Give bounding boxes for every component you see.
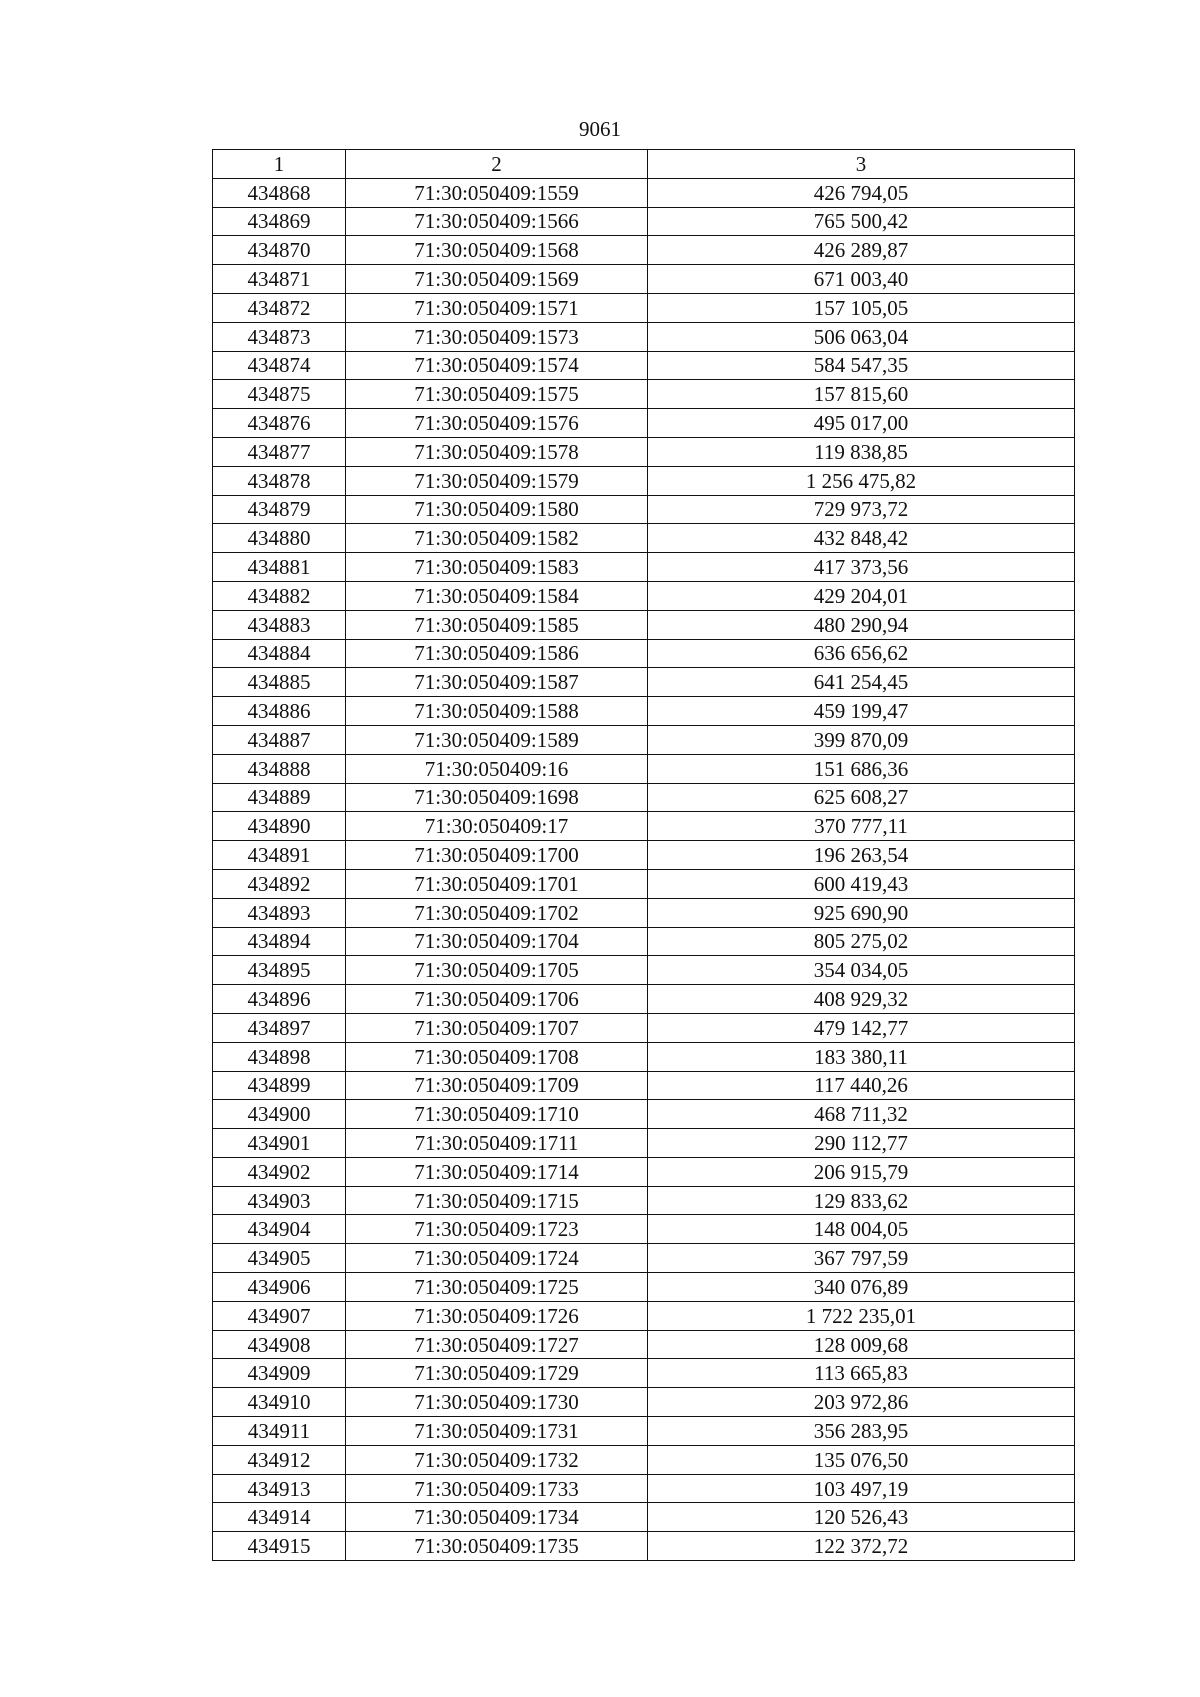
table-row <box>213 1013 1075 1042</box>
value-cell: 479 142,77 <box>648 1013 1075 1042</box>
table-row <box>213 1273 1075 1302</box>
cadastral-number-cell: 71:30:050409:1578 <box>346 437 648 466</box>
table-row <box>213 841 1075 870</box>
value-cell: 206 915,79 <box>648 1157 1075 1186</box>
row-number-cell: 434902 <box>213 1157 346 1186</box>
table-row <box>213 927 1075 956</box>
row-number-cell: 434897 <box>213 1013 346 1042</box>
row-number-cell: 434884 <box>213 639 346 668</box>
row-number-cell: 434894 <box>213 927 346 956</box>
value-cell: 468 711,32 <box>648 1100 1075 1129</box>
value-cell: 432 848,42 <box>648 524 1075 553</box>
table-row <box>213 1129 1075 1158</box>
cadastral-number-cell: 71:30:050409:1569 <box>346 265 648 294</box>
table-row <box>213 351 1075 380</box>
table-row <box>213 1474 1075 1503</box>
row-number-cell: 434871 <box>213 265 346 294</box>
cadastral-number-cell: 71:30:050409:1711 <box>346 1129 648 1158</box>
column-header-3: 3 <box>648 150 1075 179</box>
row-number-cell: 434868 <box>213 178 346 207</box>
row-number-cell: 434887 <box>213 725 346 754</box>
table-row <box>213 236 1075 265</box>
table-row <box>213 1417 1075 1446</box>
table-header-row <box>213 150 1075 179</box>
row-number-cell: 434891 <box>213 841 346 870</box>
row-number-cell: 434890 <box>213 812 346 841</box>
cadastral-number-cell: 71:30:050409:1708 <box>346 1042 648 1071</box>
table-row <box>213 524 1075 553</box>
row-number-cell: 434882 <box>213 581 346 610</box>
table-row <box>213 380 1075 409</box>
value-cell: 367 797,59 <box>648 1244 1075 1273</box>
cadastral-number-cell: 71:30:050409:1714 <box>346 1157 648 1186</box>
table-row <box>213 610 1075 639</box>
row-number-cell: 434910 <box>213 1388 346 1417</box>
value-cell: 584 547,35 <box>648 351 1075 380</box>
row-number-cell: 434888 <box>213 754 346 783</box>
value-cell: 370 777,11 <box>648 812 1075 841</box>
value-cell: 495 017,00 <box>648 409 1075 438</box>
cadastral-number-cell: 71:30:050409:1588 <box>346 697 648 726</box>
cadastral-number-cell: 71:30:050409:1582 <box>346 524 648 553</box>
table-row <box>213 869 1075 898</box>
value-cell: 113 665,83 <box>648 1359 1075 1388</box>
table-row <box>213 322 1075 351</box>
value-cell: 641 254,45 <box>648 668 1075 697</box>
row-number-cell: 434889 <box>213 783 346 812</box>
row-number-cell: 434915 <box>213 1532 346 1561</box>
data-table <box>212 149 1075 1561</box>
row-number-cell: 434906 <box>213 1273 346 1302</box>
value-cell: 151 686,36 <box>648 754 1075 783</box>
table-row <box>213 207 1075 236</box>
value-cell: 290 112,77 <box>648 1129 1075 1158</box>
value-cell: 119 838,85 <box>648 437 1075 466</box>
value-cell: 148 004,05 <box>648 1215 1075 1244</box>
table-row <box>213 1100 1075 1129</box>
value-cell: 1 722 235,01 <box>648 1301 1075 1330</box>
cadastral-number-cell: 71:30:050409:1700 <box>346 841 648 870</box>
row-number-cell: 434873 <box>213 322 346 351</box>
row-number-cell: 434875 <box>213 380 346 409</box>
table-row <box>213 437 1075 466</box>
cadastral-number-cell: 71:30:050409:1726 <box>346 1301 648 1330</box>
value-cell: 203 972,86 <box>648 1388 1075 1417</box>
row-number-cell: 434901 <box>213 1129 346 1158</box>
cadastral-number-cell: 71:30:050409:1702 <box>346 898 648 927</box>
value-cell: 157 105,05 <box>648 293 1075 322</box>
table-row <box>213 1330 1075 1359</box>
value-cell: 135 076,50 <box>648 1445 1075 1474</box>
cadastral-number-cell: 71:30:050409:1576 <box>346 409 648 438</box>
value-cell: 417 373,56 <box>648 553 1075 582</box>
row-number-cell: 434880 <box>213 524 346 553</box>
cadastral-number-cell: 71:30:050409:1731 <box>346 1417 648 1446</box>
row-number-cell: 434876 <box>213 409 346 438</box>
table-row <box>213 293 1075 322</box>
value-cell: 122 372,72 <box>648 1532 1075 1561</box>
table-row <box>213 409 1075 438</box>
value-cell: 600 419,43 <box>648 869 1075 898</box>
cadastral-number-cell: 71:30:050409:1706 <box>346 985 648 1014</box>
value-cell: 157 815,60 <box>648 380 1075 409</box>
value-cell: 636 656,62 <box>648 639 1075 668</box>
cadastral-number-cell: 71:30:050409:1580 <box>346 495 648 524</box>
value-cell: 356 283,95 <box>648 1417 1075 1446</box>
row-number-cell: 434878 <box>213 466 346 495</box>
table-row <box>213 1388 1075 1417</box>
table-row <box>213 1359 1075 1388</box>
page-number: 9061 <box>579 117 621 141</box>
value-cell: 399 870,09 <box>648 725 1075 754</box>
row-number-cell: 434893 <box>213 898 346 927</box>
cadastral-number-cell: 71:30:050409:1574 <box>346 351 648 380</box>
table-row <box>213 1244 1075 1273</box>
column-header-1: 1 <box>213 150 346 179</box>
cadastral-number-cell: 71:30:050409:1709 <box>346 1071 648 1100</box>
row-number-cell: 434874 <box>213 351 346 380</box>
value-cell: 117 440,26 <box>648 1071 1075 1100</box>
value-cell: 426 289,87 <box>648 236 1075 265</box>
value-cell: 805 275,02 <box>648 927 1075 956</box>
row-number-cell: 434914 <box>213 1503 346 1532</box>
table-row <box>213 1071 1075 1100</box>
value-cell: 196 263,54 <box>648 841 1075 870</box>
column-header-2: 2 <box>346 150 648 179</box>
cadastral-number-cell: 71:30:050409:1584 <box>346 581 648 610</box>
table-row <box>213 1301 1075 1330</box>
row-number-cell: 434886 <box>213 697 346 726</box>
table-row <box>213 697 1075 726</box>
value-cell: 128 009,68 <box>648 1330 1075 1359</box>
row-number-cell: 434877 <box>213 437 346 466</box>
cadastral-number-cell: 71:30:050409:1704 <box>346 927 648 956</box>
row-number-cell: 434870 <box>213 236 346 265</box>
table-row <box>213 553 1075 582</box>
row-number-cell: 434899 <box>213 1071 346 1100</box>
value-cell: 408 929,32 <box>648 985 1075 1014</box>
row-number-cell: 434885 <box>213 668 346 697</box>
table-row <box>213 581 1075 610</box>
table-row <box>213 668 1075 697</box>
row-number-cell: 434905 <box>213 1244 346 1273</box>
row-number-cell: 434911 <box>213 1417 346 1446</box>
value-cell: 671 003,40 <box>648 265 1075 294</box>
cadastral-number-cell: 71:30:050409:1730 <box>346 1388 648 1417</box>
table-row <box>213 1157 1075 1186</box>
table-row <box>213 985 1075 1014</box>
value-cell: 1 256 475,82 <box>648 466 1075 495</box>
table-row <box>213 1215 1075 1244</box>
cadastral-number-cell: 71:30:050409:16 <box>346 754 648 783</box>
table-row <box>213 1445 1075 1474</box>
cadastral-number-cell: 71:30:050409:1568 <box>346 236 648 265</box>
cadastral-number-cell: 71:30:050409:1586 <box>346 639 648 668</box>
cadastral-number-cell: 71:30:050409:1735 <box>346 1532 648 1561</box>
value-cell: 426 794,05 <box>648 178 1075 207</box>
row-number-cell: 434895 <box>213 956 346 985</box>
value-cell: 625 608,27 <box>648 783 1075 812</box>
row-number-cell: 434912 <box>213 1445 346 1474</box>
row-number-cell: 434913 <box>213 1474 346 1503</box>
row-number-cell: 434896 <box>213 985 346 1014</box>
table-row <box>213 466 1075 495</box>
value-cell: 354 034,05 <box>648 956 1075 985</box>
cadastral-number-cell: 71:30:050409:1571 <box>346 293 648 322</box>
row-number-cell: 434903 <box>213 1186 346 1215</box>
cadastral-number-cell: 71:30:050409:1566 <box>346 207 648 236</box>
cadastral-number-cell: 71:30:050409:1698 <box>346 783 648 812</box>
cadastral-number-cell: 71:30:050409:1723 <box>346 1215 648 1244</box>
value-cell: 459 199,47 <box>648 697 1075 726</box>
cadastral-number-cell: 71:30:050409:1587 <box>346 668 648 697</box>
table-row <box>213 178 1075 207</box>
table-row <box>213 1532 1075 1561</box>
row-number-cell: 434892 <box>213 869 346 898</box>
table-row <box>213 265 1075 294</box>
cadastral-number-cell: 71:30:050409:1573 <box>346 322 648 351</box>
cadastral-number-cell: 71:30:050409:1579 <box>346 466 648 495</box>
cadastral-number-cell: 71:30:050409:1733 <box>346 1474 648 1503</box>
value-cell: 925 690,90 <box>648 898 1075 927</box>
cadastral-number-cell: 71:30:050409:1585 <box>346 610 648 639</box>
table-row <box>213 754 1075 783</box>
row-number-cell: 434908 <box>213 1330 346 1359</box>
row-number-cell: 434879 <box>213 495 346 524</box>
value-cell: 103 497,19 <box>648 1474 1075 1503</box>
table-row <box>213 1042 1075 1071</box>
cadastral-number-cell: 71:30:050409:1725 <box>346 1273 648 1302</box>
row-number-cell: 434869 <box>213 207 346 236</box>
row-number-cell: 434900 <box>213 1100 346 1129</box>
cadastral-number-cell: 71:30:050409:1583 <box>346 553 648 582</box>
cadastral-number-cell: 71:30:050409:1589 <box>346 725 648 754</box>
value-cell: 506 063,04 <box>648 322 1075 351</box>
cadastral-number-cell: 71:30:050409:1575 <box>346 380 648 409</box>
row-number-cell: 434909 <box>213 1359 346 1388</box>
row-number-cell: 434881 <box>213 553 346 582</box>
value-cell: 120 526,43 <box>648 1503 1075 1532</box>
cadastral-number-cell: 71:30:050409:1727 <box>346 1330 648 1359</box>
table-row <box>213 783 1075 812</box>
cadastral-number-cell: 71:30:050409:1707 <box>346 1013 648 1042</box>
value-cell: 129 833,62 <box>648 1186 1075 1215</box>
table-row <box>213 1186 1075 1215</box>
cadastral-number-cell: 71:30:050409:1701 <box>346 869 648 898</box>
row-number-cell: 434904 <box>213 1215 346 1244</box>
value-cell: 480 290,94 <box>648 610 1075 639</box>
row-number-cell: 434898 <box>213 1042 346 1071</box>
value-cell: 183 380,11 <box>648 1042 1075 1071</box>
cadastral-number-cell: 71:30:050409:1734 <box>346 1503 648 1532</box>
table-row <box>213 725 1075 754</box>
cadastral-number-cell: 71:30:050409:17 <box>346 812 648 841</box>
table-row <box>213 639 1075 668</box>
table-row <box>213 812 1075 841</box>
cadastral-number-cell: 71:30:050409:1710 <box>346 1100 648 1129</box>
table-row <box>213 898 1075 927</box>
value-cell: 429 204,01 <box>648 581 1075 610</box>
cadastral-number-cell: 71:30:050409:1559 <box>346 178 648 207</box>
value-cell: 340 076,89 <box>648 1273 1075 1302</box>
row-number-cell: 434907 <box>213 1301 346 1330</box>
table-row <box>213 1503 1075 1532</box>
table-row <box>213 956 1075 985</box>
cadastral-number-cell: 71:30:050409:1724 <box>346 1244 648 1273</box>
value-cell: 765 500,42 <box>648 207 1075 236</box>
row-number-cell: 434872 <box>213 293 346 322</box>
row-number-cell: 434883 <box>213 610 346 639</box>
cadastral-number-cell: 71:30:050409:1729 <box>346 1359 648 1388</box>
table-body <box>213 150 1075 1561</box>
cadastral-number-cell: 71:30:050409:1705 <box>346 956 648 985</box>
value-cell: 729 973,72 <box>648 495 1075 524</box>
cadastral-number-cell: 71:30:050409:1715 <box>346 1186 648 1215</box>
cadastral-number-cell: 71:30:050409:1732 <box>346 1445 648 1474</box>
table-row <box>213 495 1075 524</box>
